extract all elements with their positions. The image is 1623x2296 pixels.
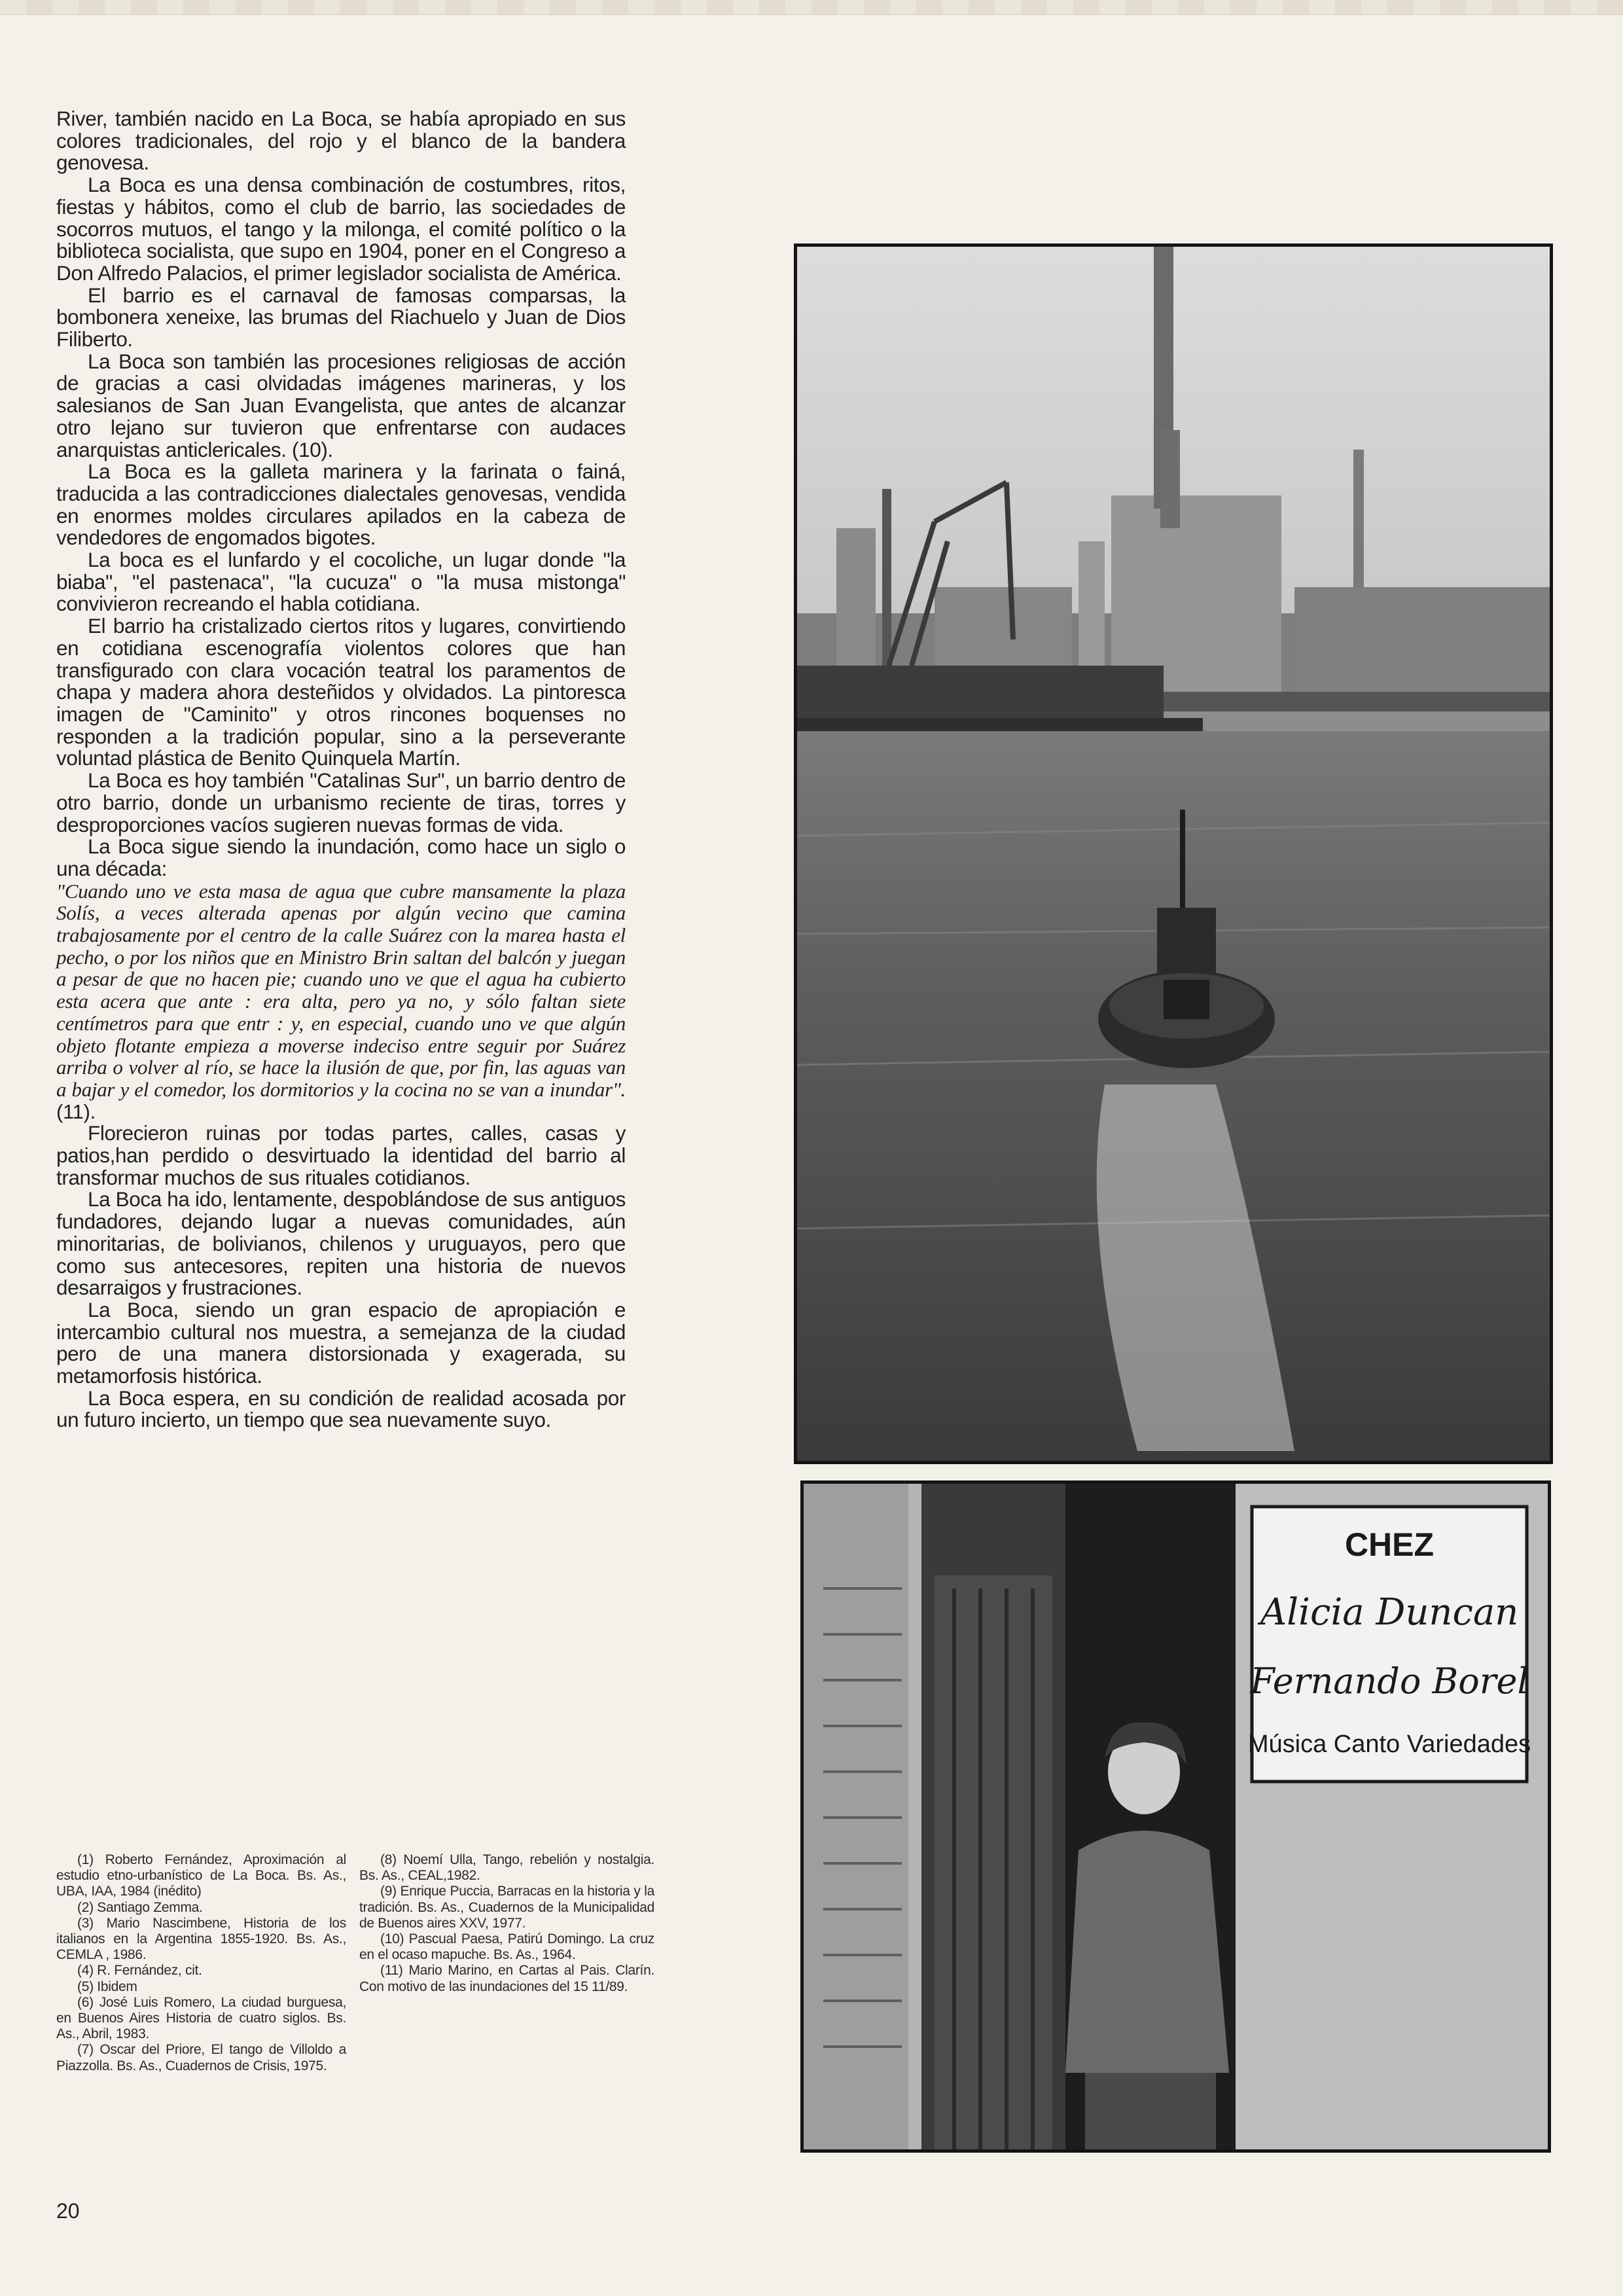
footnote: (10) Pascual Paesa, Patirú Domingo. La cruz en el ocaso mapuche. Bs. As., 1964. bbox=[359, 1931, 654, 1963]
sign-chez: CHEZ bbox=[1344, 1526, 1435, 1563]
paragraph: La Boca son también las procesiones religiosas de acción de gracias a casi olvidadas imágenes marineras, y los salesianos de San Juan Evangelista, que antes de alcanzar otro lejano sur tuvieron que enfrentarse con audaces anarquistas anticlericales. (10). bbox=[56, 349, 626, 461]
paragraph: El barrio ha cristalizado ciertos ritos y lugares, convirtiendo en cotidiana escenografía violentos colores que han transfigurado con clara vocación teatral los paramentos de chapa y madera ahora desteñidos y olvidados. La pintoresca imagen de "Caminito" y otros rincones boquenses no responden a la tradición popular, sino a la perseverante voluntad plástica de Benito Quinquela Martín. bbox=[56, 614, 626, 770]
footnotes-right bbox=[359, 1852, 654, 1995]
paragraph: La Boca, siendo un gran espacio de apropiación e intercambio cultural nos muestra, a semejanza de la ciudad pero de una manera distorsionada y exagerada, su metamorfosis histórica. bbox=[56, 1297, 626, 1388]
river-boat-photo bbox=[794, 243, 1553, 1464]
paragraph: La Boca es una densa combinación de costumbres, ritos, fiestas y hábitos, como el club de barrio, las sociedades de socorros mutuos, el tango y la milonga, el comité político o la biblioteca socialista, que supo en 1904, poner en el Congreso a Don Alfredo Palacios, el primer legislador socialista de América. bbox=[56, 173, 626, 285]
sign-name-1: Alicia Duncan bbox=[1260, 1591, 1519, 1634]
paragraph: La Boca ha ido, lentamente, despoblándose de sus antiguos fundadores, dejando lugar a nuevas comunidades, aún minoritarias, de bolivianos, chilenos y uruguayos, pero que como sus antecesores, repiten una historia de nuevos desarraigos y frustraciones. bbox=[56, 1187, 626, 1300]
paragraph: La Boca es hoy también "Catalinas Sur", un barrio dentro de otro barrio, donde un urbanismo reciente de tiras, torres y desproporciones vacíos sugieren nuevas formas de vida. bbox=[56, 768, 626, 836]
paragraph: La boca es el lunfardo y el cocoliche, un lugar donde "la biaba", "el pastenaca", "la cucuza" o "la musa mistonga" convivieron recreando el habla cotidiana. bbox=[56, 548, 626, 616]
footnote: (3) Mario Nascimbene, Historia de los italianos en la Argentina 1855-1920. Bs. As., CEMLA , 1986. bbox=[56, 1915, 346, 1963]
footnote: (4) R. Fernández, cit. bbox=[77, 1963, 202, 1979]
paragraph: El barrio es el carnaval de famosas comparsas, la bombonera xeneixe, las brumas del Riachuelo y Juan de Dios Filiberto. bbox=[56, 283, 626, 351]
footnote: (1) Roberto Fernández, Aproximación al estudio etno-urbanístico de La Boca. Bs. As., UBA, IAA, 1984 (inédito) bbox=[56, 1852, 346, 1899]
quote-text: "Cuando uno ve esta masa de agua que cubre mansamente la plaza Solís, a veces alterada apenas por algún vecino que camina trabajosamente por el centro de la calle Suárez con la marea hasta el pecho, o por los niños que en Ministro Brin saltan del balcón y juegan a pesar de que no hacen pie; cuando uno ve que el agua ha cubierto esta acera que ante : era alta, pero ya no, y sólo faltan siete centímetros para que entr : y, en especial, cuando uno ve que algún objeto flotante empieza a moverse indeciso entre seguir por Suárez arriba o volver al río, se hace la ilusión de que, por fin, las aguas van a bajar y el comedor, los dormitorios y la cocina no se van a inundar". bbox=[56, 879, 626, 1101]
paragraph: River, también nacido en La Boca, se había apropiado en sus colores tradicionales, del rojo y el blanco de la bandera genovesa. bbox=[56, 107, 626, 175]
scan-top-edge bbox=[0, 0, 1623, 15]
chez-sign-photo bbox=[800, 1480, 1551, 2153]
paragraph: La Boca espera, en su condición de realidad acosada por un futuro incierto, un tiempo que sea nuevamente suyo. bbox=[56, 1386, 626, 1432]
footnote: (11) Mario Marino, en Cartas al Pais. Clarín. Con motivo de las inundaciones del 15 11/89. bbox=[359, 1963, 654, 1994]
paragraph: La Boca sigue siendo la inundación, como hace un siglo o una década: bbox=[56, 834, 626, 880]
paragraph: Florecieron ruinas por todas partes, calles, casas y patios,han perdido o desvirtuado la identidad del barrio al transformar muchos de sus rituales cotidianos. bbox=[56, 1121, 626, 1189]
footnote: (8) Noemí Ulla, Tango, rebelión y nostalgia. Bs. As., CEAL,1982. bbox=[359, 1852, 654, 1884]
footnote: (9) Enrique Puccia, Barracas en la historia y la tradición. Bs. As., Cuadernos de la Municipalidad de Buenos aires XXV, 1977. bbox=[359, 1884, 654, 1931]
paragraph: La Boca es la galleta marinera y la farinata o fainá, traducida a las contradicciones dialectales genovesas, vendida en enormes moldes circulares apilados en la cabeza de vendedores de engomados bigotes. bbox=[56, 459, 626, 550]
footnote: (7) Oscar del Priore, El tango de Villoldo a Piazzolla. Bs. As., Cuadernos de Crisis, 1975. bbox=[56, 2042, 346, 2073]
block-quote bbox=[56, 880, 626, 1123]
sign-name-2: Fernando Borel bbox=[1250, 1660, 1529, 1702]
footnotes-left bbox=[56, 1852, 346, 2074]
footnote: (5) Ibidem bbox=[77, 1979, 137, 1994]
sign-subtitle: Música Canto Variedades bbox=[1247, 1731, 1531, 1758]
footnote: (2) Santiago Zemma. bbox=[77, 1899, 203, 1915]
article-body bbox=[56, 108, 626, 1431]
quote-reference: (11). bbox=[56, 1100, 96, 1123]
page-number: 20 bbox=[56, 2199, 80, 2223]
footnote: (6) José Luis Romero, La ciudad burguesa, en Buenos Aires Historia de cuatro siglos. Bs. As., Abril, 1983. bbox=[56, 1994, 346, 2042]
